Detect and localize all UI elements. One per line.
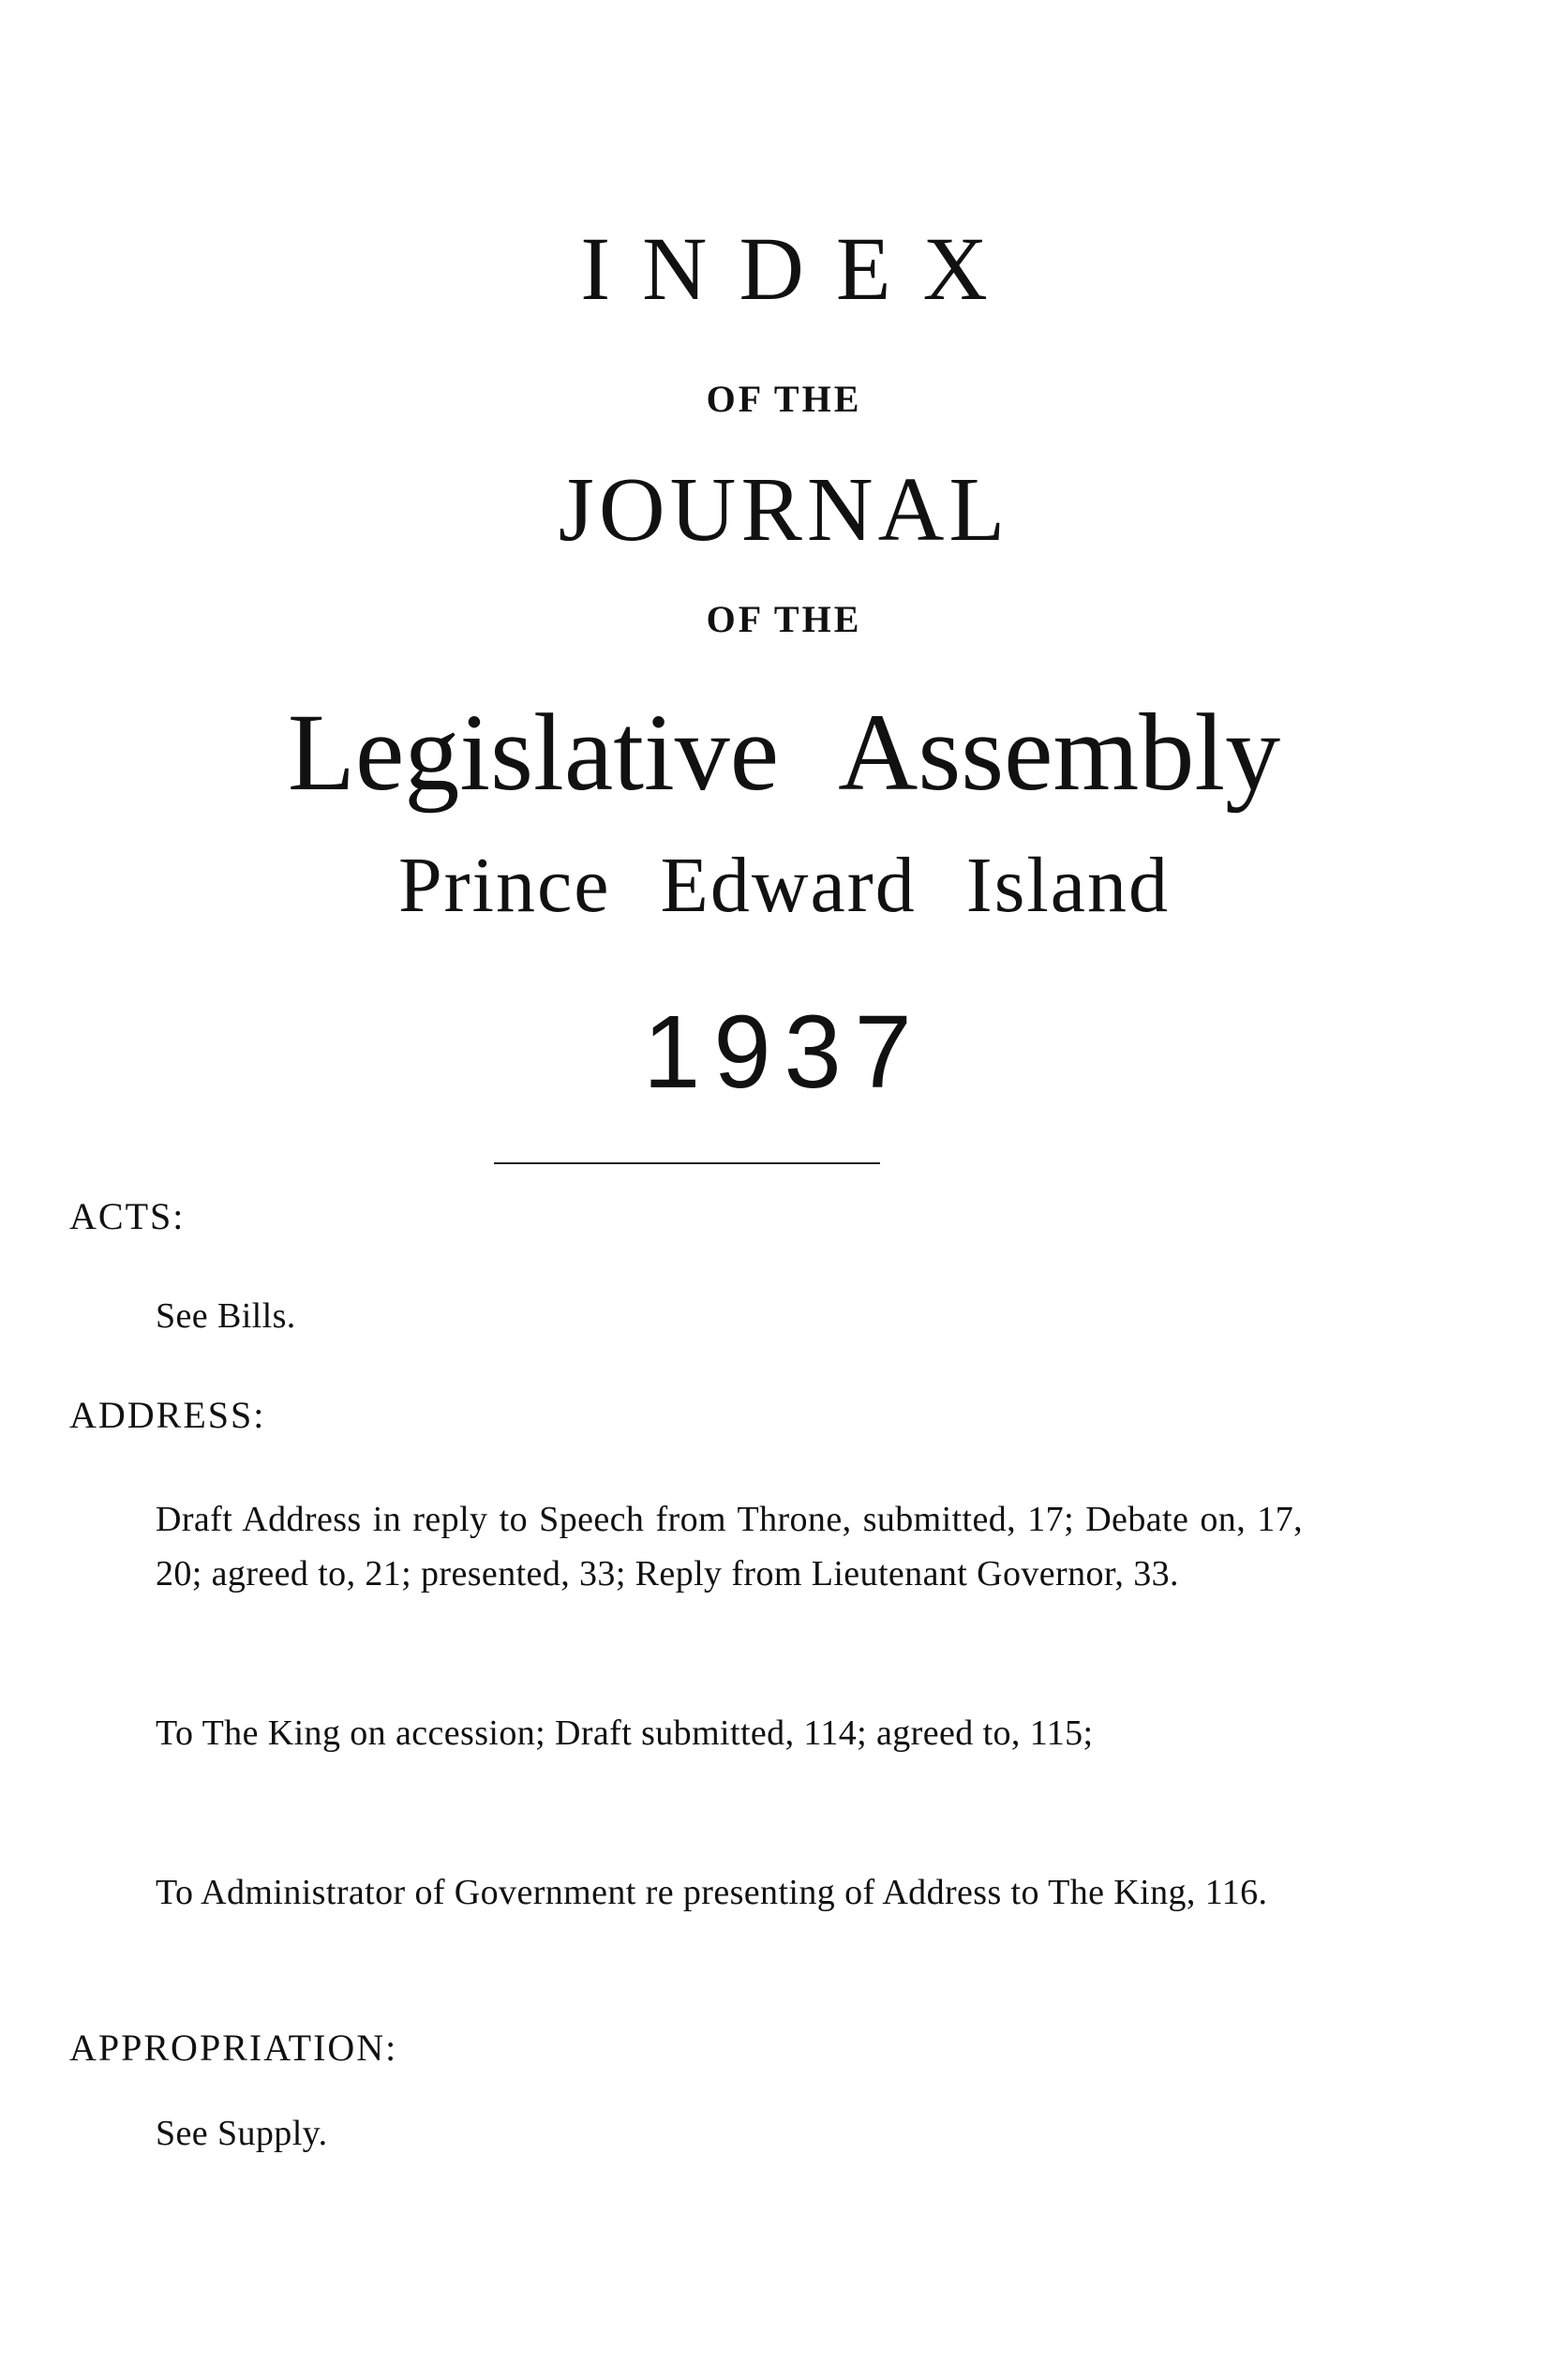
section-heading-acts: ACTS:: [69, 1195, 186, 1237]
index-entry: To The King on accession; Draft submitted, 114; agreed to, 115;: [156, 1713, 1094, 1753]
of-the-label: OF THE: [706, 378, 862, 420]
section-heading-appropriation: APPROPRIATION:: [69, 2027, 398, 2069]
province-title: Prince Edward Island: [397, 842, 1171, 929]
of-the-label: OF THE: [706, 598, 862, 640]
section-heading-address: ADDRESS:: [69, 1394, 266, 1436]
index-entry: See Bills.: [156, 1296, 296, 1336]
index-entry: See Supply.: [156, 2114, 328, 2153]
index-entry: Draft Address in reply to Speech from Throne, submitted, 17; Debate on, 17, 20; agreed to, 21; presented, 33; Reply from Lieutenant Governor, 33.: [156, 1500, 1303, 1593]
index-entry: To Administrator of Government re presenting of Address to The King, 116.: [156, 1873, 1268, 1912]
journal-title: JOURNAL: [558, 459, 1010, 561]
year-title: 1937: [643, 995, 925, 1110]
index-title: INDEX: [580, 218, 1020, 319]
title-divider: [494, 1162, 880, 1164]
assembly-title: Legislative Assembly: [287, 691, 1281, 814]
